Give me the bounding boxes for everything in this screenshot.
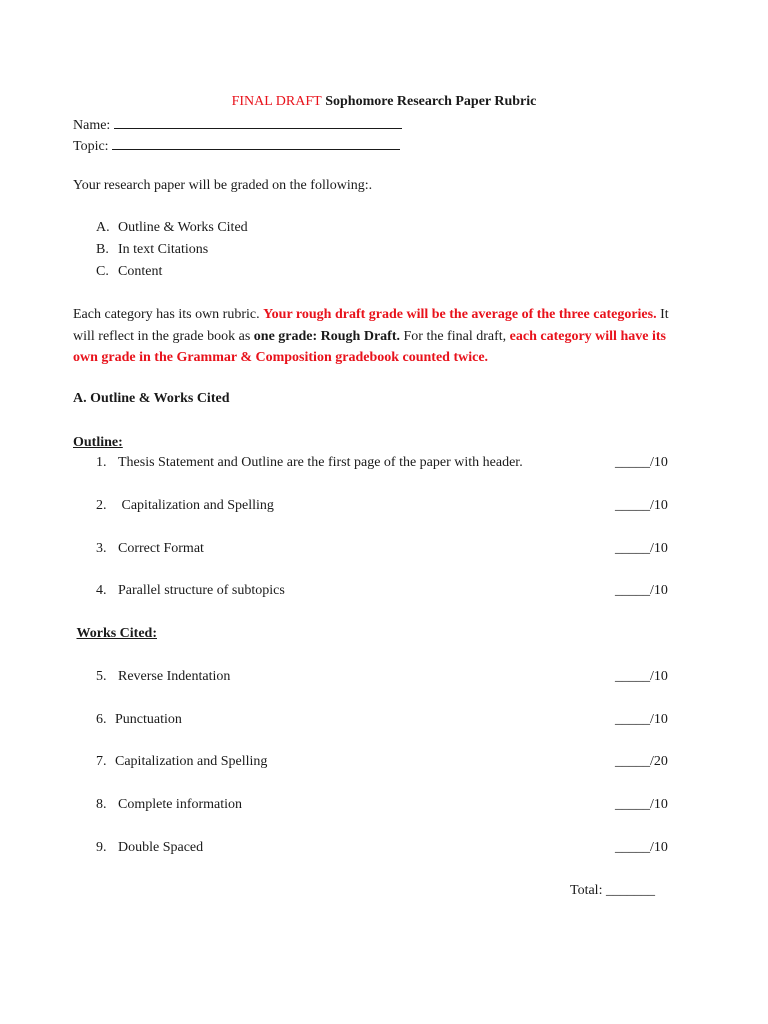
item-number: 2. <box>96 498 107 513</box>
score-blank[interactable]: _____/10 <box>615 797 668 812</box>
rubric-item <box>96 497 274 515</box>
rubric-item <box>96 540 204 558</box>
section-heading: A. Outline & Works Cited <box>73 391 230 406</box>
score-blank[interactable]: _____/10 <box>615 455 668 470</box>
list-letter: A. <box>96 220 110 235</box>
list-letter: C. <box>96 264 109 279</box>
works-cited-heading-text: Works Cited: <box>76 626 157 641</box>
topic-label: Topic: <box>73 139 109 154</box>
score-blank[interactable]: _____/20 <box>615 754 668 769</box>
score-blank[interactable]: _____/10 <box>615 669 668 684</box>
list-label: Outline & Works Cited <box>118 220 248 235</box>
title-final-draft: FINAL DRAFT <box>231 94 322 109</box>
works-cited-heading <box>73 625 157 643</box>
item-text: Complete information <box>118 797 243 812</box>
rubric-item <box>96 582 285 600</box>
score-blank[interactable]: _____/10 <box>615 498 668 513</box>
topic-blank-line[interactable] <box>112 137 400 150</box>
score-blank[interactable]: _____/10 <box>615 583 668 598</box>
item-text: Parallel structure of subtopics <box>118 583 285 598</box>
item-text: Capitalization and Spelling <box>118 498 274 513</box>
list-label: Content <box>118 264 163 279</box>
paragraph-text-3: It will reflect in the grade book as <box>73 307 669 344</box>
item-text: Correct Format <box>118 541 204 556</box>
item-number: 1. <box>96 455 107 470</box>
rubric-item <box>96 668 230 686</box>
paragraph-text-5: For the final draft, <box>400 328 510 344</box>
list-item <box>96 263 162 281</box>
paragraph-one-grade: one grade: Rough Draft. <box>253 328 400 344</box>
list-item <box>96 241 208 259</box>
paragraph-rough-draft-note: Your rough draft grade will be the average of the three categories. <box>263 307 657 322</box>
list-item <box>96 219 248 237</box>
item-number: 4. <box>96 583 107 598</box>
item-text: Capitalization and Spelling <box>115 754 268 769</box>
name-blank-line[interactable] <box>114 116 402 129</box>
item-number: 6. <box>96 712 107 727</box>
rubric-item <box>96 454 523 472</box>
name-label: Name: <box>73 118 111 133</box>
paragraph-final-draft-note: each category will have its own grade in the Grammar & Composition gradebook counted twice. <box>73 328 666 365</box>
outline-heading: Outline: <box>73 435 123 450</box>
score-blank[interactable]: _____/10 <box>615 712 668 727</box>
item-text: Reverse Indentation <box>118 669 231 684</box>
score-blank[interactable]: _____/10 <box>615 840 668 855</box>
topic-field <box>73 137 400 156</box>
item-number: 5. <box>96 669 107 684</box>
score-blank[interactable]: _____/10 <box>615 541 668 556</box>
rubric-item <box>96 711 182 729</box>
paragraph-text-1: Each category has its own rubric. <box>73 307 264 322</box>
rubric-item <box>96 796 242 814</box>
rubric-item <box>96 839 203 857</box>
rubric-item <box>96 753 267 771</box>
name-field <box>73 116 402 135</box>
title-rest: Sophomore Research Paper Rubric <box>321 94 537 109</box>
intro-text: Your research paper will be graded on the following:. <box>73 178 373 193</box>
item-text: Double Spaced <box>118 840 204 855</box>
item-text: Punctuation <box>115 712 182 727</box>
list-letter: B. <box>96 242 109 257</box>
item-number: 9. <box>96 840 107 855</box>
total-score[interactable]: Total: _______ <box>570 883 655 898</box>
item-number: 7. <box>96 754 107 769</box>
list-label: In text Citations <box>118 242 209 257</box>
item-number: 3. <box>96 541 107 556</box>
grading-paragraph <box>73 304 693 369</box>
item-number: 8. <box>96 797 107 812</box>
item-text: Thesis Statement and Outline are the first page of the paper with header. <box>118 455 523 470</box>
document-title <box>0 93 768 111</box>
